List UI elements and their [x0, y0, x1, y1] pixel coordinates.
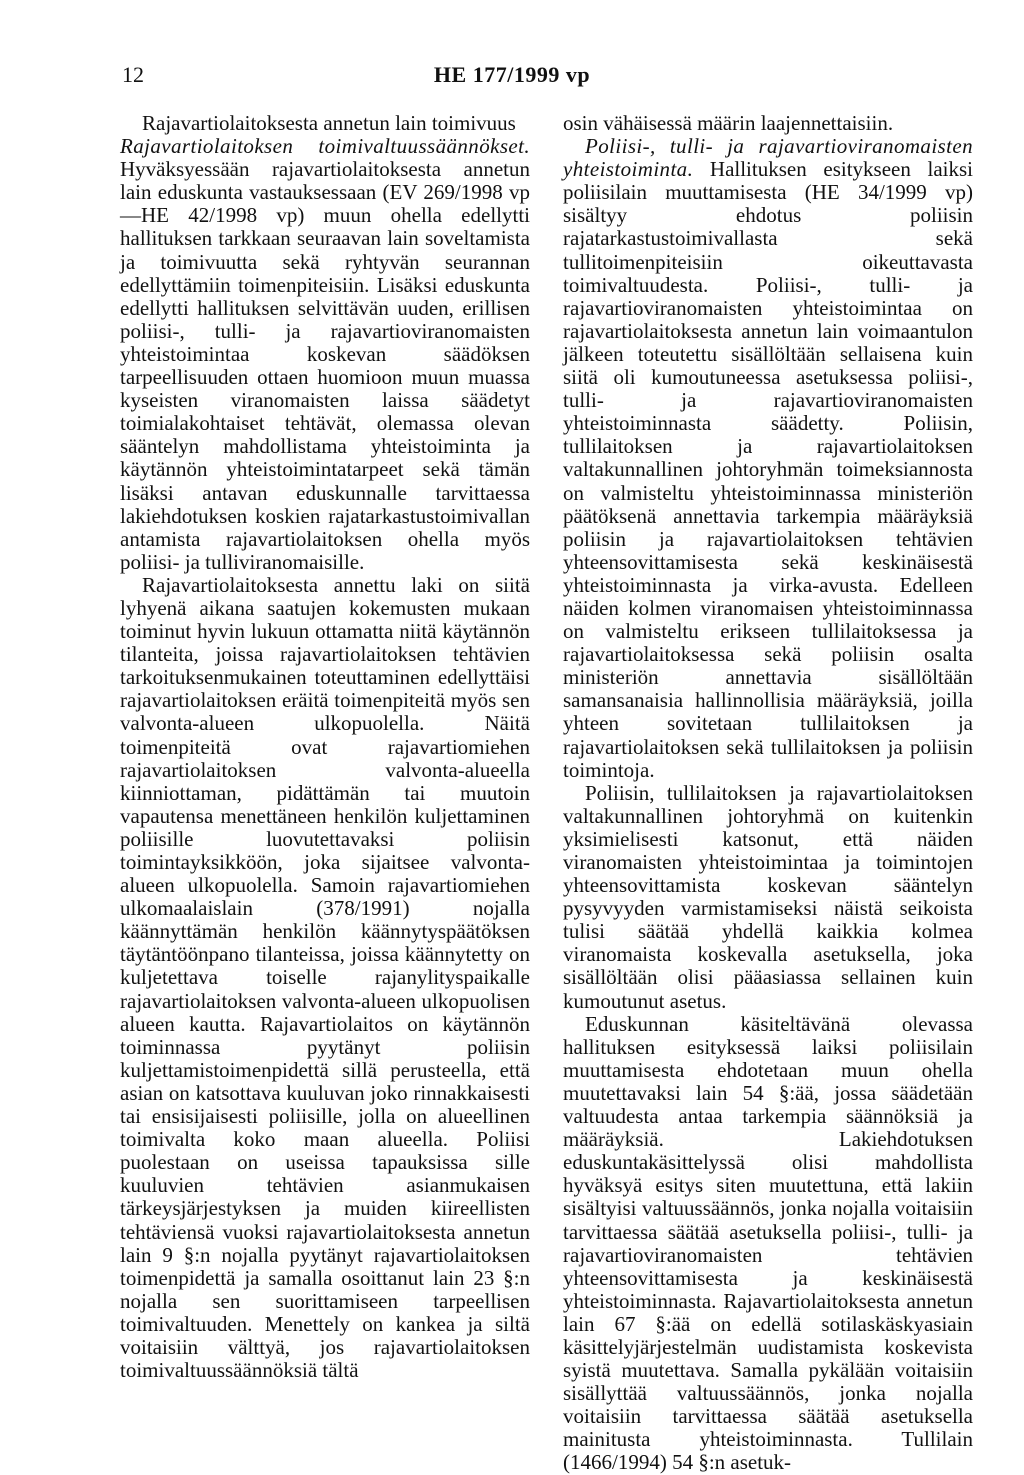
- body-paragraph: Rajavartiolaitoksesta annettu laki on siitä lyhyenä aikana saatujen kokemusten mukaan toiminut hyvin lukuun ottamatta niitä käytännön tilanteita, joissa rajavartiolaitoksen tehtävien tarkoituksenmukainen toteuttaminen edellyttäisi rajavartiolaitoksen eräitä toimenpiteitä myös sen valvonta-alueen ulkopuolella. Näitä toimenpiteitä ovat rajavartiomiehen rajavartiolaitoksen valvonta-alueella kiinniottaman, pidättämän tai muutoin vapautensa menettäneen henkilön kuljettaminen poliisille luovutettavaksi poliisin toimintayksikköön, joka sijaitsee valvonta-alueen ulkopuolella. Samoin rajavartiomiehen ulkomaalaislain (378/1991) nojalla käännyttämän henkilön käännytyspäätöksen täytäntöönpano tilanteissa, joissa käännytetty on kuljetettava toiselle rajanylityspaikalle rajavartiolaitoksen valvonta-alueen ulkopuolisen alueen kautta. Rajavartiolaitos on käytännön toiminnassa pyytänyt poliisin kuljettamistoimenpidettä sillä perusteella, että asian on katsottava kuuluvan joko rinnakkaisesti tai ensisijaisesti poliisille, jolla on alueellinen toimivalta koko maan alueella. Poliisi puolestaan on useissa tapauksissa sille kuuluvien tehtävien asianmukaisen tärkeysjärjestyksen ja muiden kiireellisten tehtäviensä vuoksi rajavartiolaitoksesta annetun lain 9 §:n nojalla pyytänyt rajavartiolaitoksen toimenpidettä ja samalla osoittanut lain 23 §:n nojalla sen suorittamiseen tarpeellisen toimivaltuuden. Menettely on kankea ja siltä voitaisiin välttyä, jos rajavartiolaitoksen toimivaltuussäännöksiä tältä: [120, 572, 530, 1383]
- paragraph-text: Hallituksen esitykseen laiksi poliisilain muuttamisesta (HE 34/1999 vp) sisältyy ehdotus poliisin rajatarkastustoimivallasta sekä tullitoimenpiteisiin oikeuttavasta toimivaltuudesta. Poliisi-, tulli- ja rajavartioviranomaisten yhteistoimintaa on rajavartiolaitoksesta annetun lain voimaantulon jälkeen toteutettu sisällöltään sellaisena kuin siitä oli kumoutuneessa asetuksessa poliisi-, tulli- ja rajavartioviranomaisten yhteistoiminnasta säädetty. Poliisin, tullilaitoksen ja rajavartiolaitoksen valtakunnallinen johtoryhmän toimeksiannosta on valmisteltu yhteistoiminnassa ministeriön päätöksenä annettavia tarkempia määräyksiä poliisin ja rajavartiolaitoksen tehtävien yhteensovittamisesta sekä keskinäisestä yhteistoiminnasta ja virka-avusta. Edelleen näiden kolmen viranomaisen yhteistoiminnassa on valmisteltu erikseen tullilaitoksessa ja rajavartiolaitoksessa sekä poliisin osalta ministeriön annettavia sisällöltään samansanaisia hallinnollisia määräyksiä, joilla yhteen sovitetaan tullilaitoksen ja rajavartiolaitoksen sekä tullilaitoksen ja poliisin toimintoja.: [563, 157, 973, 782]
- body-paragraph: [563, 135, 973, 782]
- section-title: Rajavartiolaitoksesta annetun lain toimivuus: [142, 111, 516, 135]
- subheading: Rajavartiolaitoksen toimivaltuussäännökset.: [120, 134, 530, 159]
- document-id: HE 177/1999 vp: [433, 62, 591, 87]
- page-number: 12: [122, 62, 144, 87]
- body-paragraph: Eduskunnan käsiteltävänä olevassa hallituksen esityksessä laiksi poliisilain muuttamisesta ehdotetaan muun ohella muutettavaksi lain 54 §:ää, jossa säädetään valtuudesta antaa tarkempia säännöksiä ja määräyksiä. Lakiehdotuksen eduskuntakäsittelyssä olisi mahdollista hyväksyä esitys siten muutettuna, että lakiin sisältyisi valtuussäännös, jonka nojalla voitaisiin tarvittaessa säätää asetuksella poliisi-, tulli- ja rajavartioviranomaisten tehtävien yhteensovittamisesta ja keskinäisestä yhteistoiminnasta. Rajavartiolaitoksesta annetun lain 67 §:ää on edellä sotilaskäskyasiain käsittelyjärjestelmän uudistamista koskevista syistä muutettava. Samalla pykälään voitaisiin sisällyttää valtuussäännös, jonka nojalla voitaisiin tarvittaessa säätää asetuksella mainitusta yhteistoiminnasta. Tullilain (1466/1994) 54 §:n asetuk-: [563, 1011, 973, 1475]
- paragraph-text: Hyväksyessään rajavartiolaitoksesta annetun lain eduskunta vastauksessaan (EV 269/1998 vp—HE 42/1998 vp) muun ohella edellytti hallituksen tarkkaan seuraavan lain soveltamista ja toimivuutta sekä ryhtyvän seurannan edellyttämiin toimenpiteisiin. Lisäksi eduskunta edellytti hallituksen selvittävän uuden, erillisen poliisi-, tulli- ja rajavartioviranomaisten yhteistoimintaa koskevan säädöksen tarpeellisuuden ottaen huomioon muun muassa kyseisten viranomaisten laissa säädetyt toimialakohtaiset tehtävät, olemassa olevan sääntelyn mahdollistama yhteistoiminta ja käytännön yhteistoimintatarpeet sekä tämän lisäksi antavan eduskunnalle tarvittaessa lakiehdotuksen koskien rajatarkastustoimivallan antamista rajavartiolaitoksen ohella myös poliisi- ja tulliviranomaisille.: [120, 157, 530, 574]
- left-column: [120, 112, 530, 1382]
- continuation-line: osin vähäisessä määrin laajennettaisiin.: [563, 111, 894, 135]
- body-paragraph: Poliisin, tullilaitoksen ja rajavartiolaitoksen valtakunnallinen johtoryhmä on kuitenkin yksimielisesti katsonut, että näiden viranomaisten yhteistoimintaa ja toimintojen yhteensovittamista koskevan sääntelyn pysyvyyden varmistamiseksi näistä seikoista tulisi säätää yhdellä kaikkia kolmea viranomaista koskevalla asetuksella, joka sisällöltään olisi pääasiassa sellainen kuin kumoutunut asetus.: [563, 780, 973, 1013]
- subheading: Poliisi-, tulli- ja rajavartioviranomaisten yhteistoiminta.: [563, 134, 973, 182]
- right-column: [563, 112, 973, 1475]
- body-paragraph: [120, 135, 530, 574]
- page-header: [0, 44, 1024, 87]
